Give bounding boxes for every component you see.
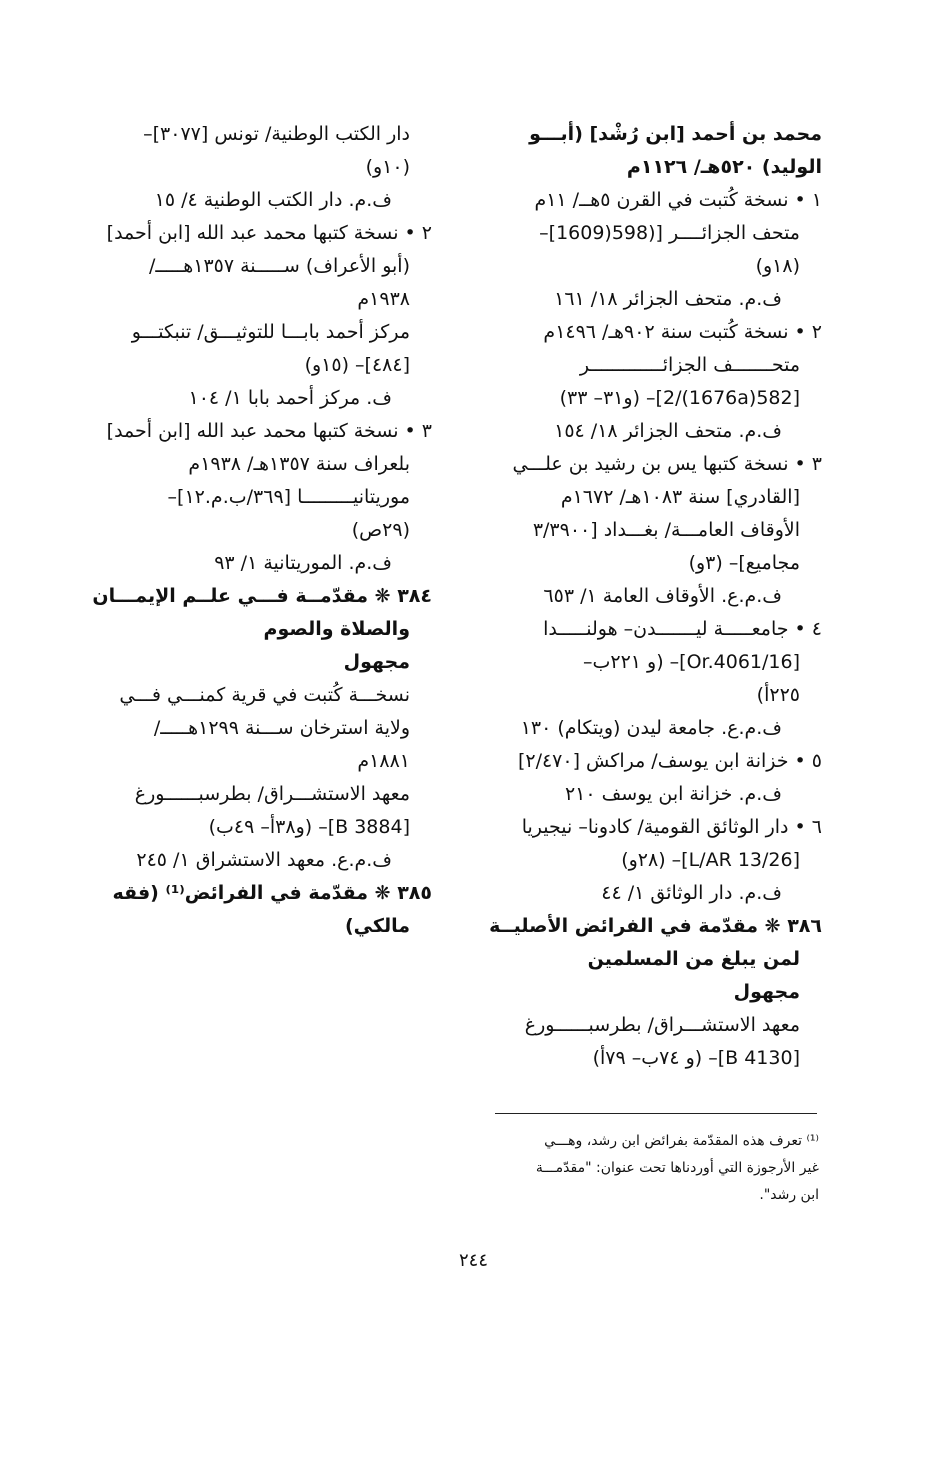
copy-entry: ٥ • خزانة ابن يوسف/ مراكش [٢/٤٧٠] [517, 750, 822, 772]
author-unknown: مجهول [733, 981, 800, 1003]
entry-heading-385: ٣٨٥ ❋ مقدّمة في الفرائض⁽¹⁾ (فقه [112, 882, 432, 904]
catalog-ref: ف.م. متحف الجزائر ١٨/ ١٦١ [554, 288, 782, 310]
copy-entry: ٦ • دار الوثائق القومية/ كادونا– نيجيريا [521, 816, 822, 838]
shelfmark-line: [582(1676a)/2]– (و٣١– ٣٣) [559, 387, 800, 409]
copy-entry: ٢ • نسخة كتبها محمد عبد الله [ابن أحمد] [106, 222, 432, 244]
copy-entry: ٣ • نسخة كتبها يس بن رشيد بن علـــي [512, 453, 822, 475]
catalog-ref: ف.م. دار الوثائق ١/ ٤٤ [601, 882, 782, 904]
footnote-divider [495, 1113, 817, 1114]
footnote [497, 1128, 819, 1209]
catalog-ref: ف.م.ع. جامعة ليدن (ويتكام) ١٣٠ [520, 717, 782, 739]
folio-line: ٢٢٥أ) [756, 684, 800, 706]
entry-heading-384: ٣٨٤ ❋ مقدّمــة فـــي علــم الإيمـــان [92, 585, 432, 607]
shelfmark-line: [L/AR 13/26]– (٢٨و) [621, 849, 800, 871]
catalog-ref: ف.م. دار الكتب الوطنية ٤/ ١٥ [154, 189, 392, 211]
copy-entry: ١ • نسخة كُتبت في القرن ٥هــ/ ١١م [534, 189, 822, 211]
author-dates: الوليد) ٥٢٠هـ/ ١١٢٦م [626, 156, 822, 178]
library-line: متحف الجزائــــر [(598(1609]– [539, 222, 800, 244]
copy-entry-cont: (أبو الأعراف) ســـــنة ١٣٥٧هـــــ/ [148, 255, 410, 277]
library-line: متحـــــــف الجزائـــــــــــــر [579, 354, 800, 376]
copy-entry: نسخـــة كُتبت في قرية كمنـــي فـــي [119, 684, 410, 706]
left-column [92, 118, 432, 943]
library-line: مركز أحمد بابـــا للتوثيـــق/ تنبكتـــو [131, 321, 410, 343]
copy-entry-cont: ١٩٣٨م [357, 288, 410, 310]
copy-entry: ٣ • نسخة كتبها محمد عبد الله [ابن أحمد] [106, 420, 432, 442]
catalog-ref: ف.م. خزانة ابن يوسف ٢١٠ [564, 783, 782, 805]
catalog-ref: ف.م.ع. معهد الاستشراق ١/ ٢٤٥ [136, 849, 392, 871]
copy-entry: ٤ • جامعـــــة ليـــــــدن– هولنـــــدا [543, 618, 822, 640]
entry-heading-cont: لمن يبلغ من المسلمين [587, 948, 800, 970]
shelfmark-line: [Or.4061/16]– (و ٢٢١ب– [582, 651, 800, 673]
copy-entry-cont: بلعراف سنة ١٣٥٧هـ/ ١٩٣٨م [188, 453, 410, 475]
shelfmark-line: [٤٨٤]– (١٥و) [304, 354, 410, 376]
library-line: موريتانيـــــــــا [٣٦٩/ب.م.١٢]– [167, 486, 410, 508]
catalog-ref: ف.م. الموريتانية ١/ ٩٣ [214, 552, 392, 574]
entry-heading-cont: مالكي) [345, 915, 410, 937]
library-line: معهد الاستشـــراق/ بطرسبــــــورغ [134, 783, 410, 805]
author-unknown: مجهول [343, 651, 410, 673]
folio-line: (١٠و) [365, 156, 410, 178]
entry-heading-cont: والصلاة والصوم [263, 618, 410, 640]
catalog-ref: ف.م. متحف الجزائر ١٨/ ١٥٤ [554, 420, 782, 442]
footnote-line: ⁽¹⁾ تعرف هذه المقدّمة بفرائض ابن رشد، وهـــي [544, 1133, 819, 1149]
library-line: الأوقاف العامـــة/ بغـــداد [٣/٣٩٠٠ [532, 519, 800, 541]
folio-line: (١٨و) [755, 255, 800, 277]
copy-entry-cont: [القادري] سنة ١٠٨٣هـ/ ١٦٧٢م [560, 486, 800, 508]
footnote-line: ابن رشد". [759, 1187, 819, 1203]
copy-entry-cont: ولاية استرخان ســـنة ١٢٩٩هـــــ/ [153, 717, 410, 739]
library-line: معهد الاستشـــراق/ بطرسبــــــورغ [524, 1014, 800, 1036]
entry-heading-386: ٣٨٦ ❋ مقدّمة في الفرائض الأصليــة [489, 915, 822, 937]
footnote-line: غير الأرجوزة التي أوردناها تحت عنوان: "مقدّمـــة [535, 1160, 819, 1176]
shelfmark-line: مجاميع]– (٣و) [688, 552, 800, 574]
page-number: ٢٤٤ [458, 1250, 488, 1271]
copy-entry: ٢ • نسخة كُتبت سنة ٩٠٢هـ/ ١٤٩٦م [543, 321, 822, 343]
right-column [487, 118, 822, 1075]
catalog-ref: ف. مركز أحمد بابا ١/ ١٠٤ [188, 387, 392, 409]
library-line: دار الكتب الوطنية/ تونس [٣٠٧٧]– [143, 123, 410, 145]
author-heading: محمد بن أحمد [ابن رُشْد] (أبـــو [529, 123, 822, 145]
shelfmark-line: [B 4130]– (و ٧٤ب– ٧٩أ) [592, 1047, 800, 1069]
shelfmark-line: [B 3884]– (و٣٨أ– ٤٩ب) [208, 816, 410, 838]
folio-line: (٢٩ص) [351, 519, 410, 541]
copy-entry-cont: ١٨٨١م [357, 750, 410, 772]
catalog-ref: ف.م.ع. الأوقاف العامة ١/ ٦٥٣ [543, 585, 782, 607]
